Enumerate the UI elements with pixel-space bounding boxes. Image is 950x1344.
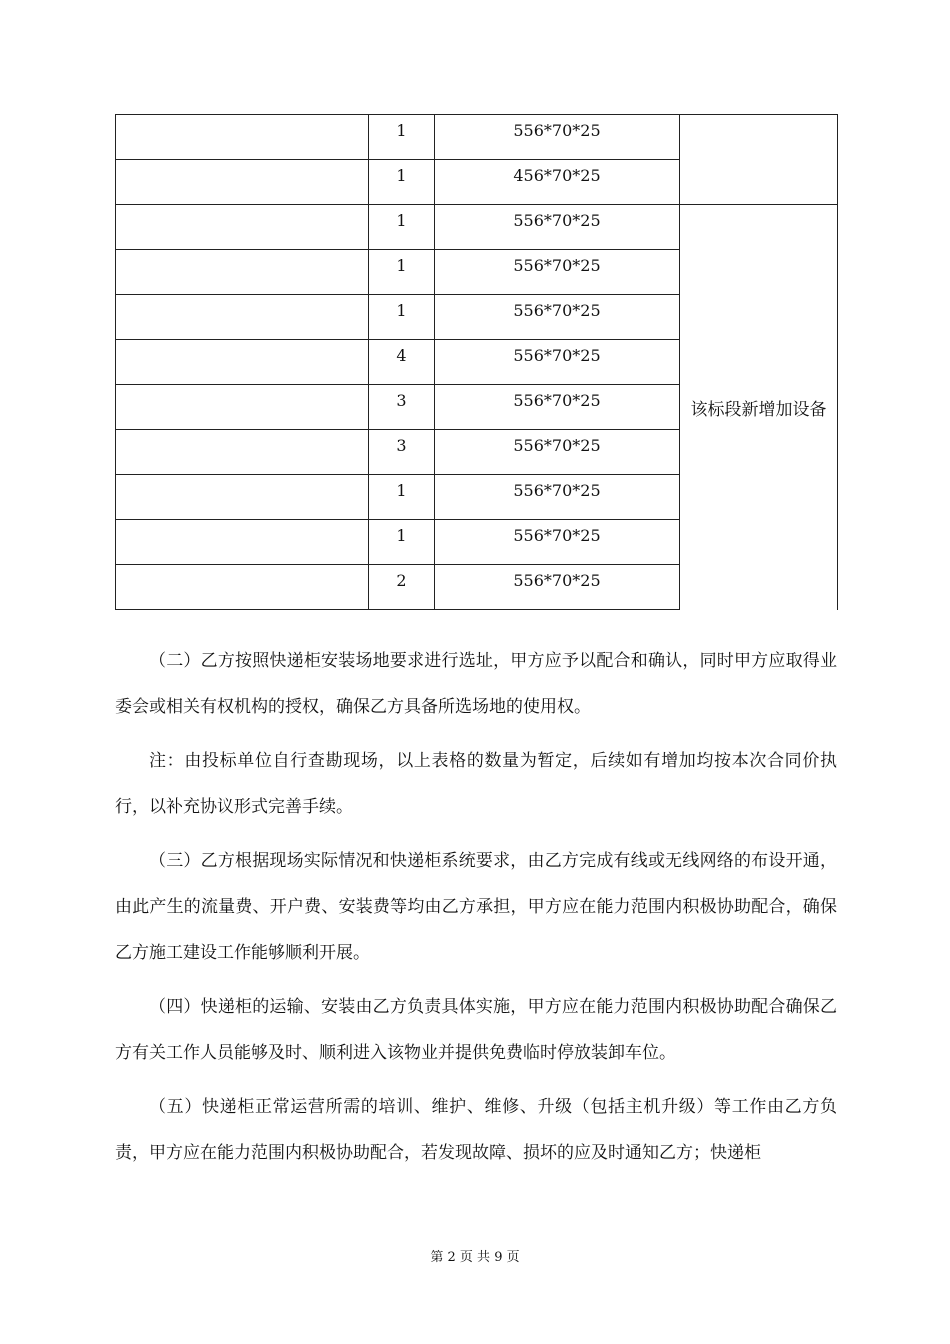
name-cell — [116, 205, 369, 250]
paragraph-5: （五）快递柜正常运营所需的培训、维护、维修、升级（包括主机升级）等工作由乙方负责，甲方应在能力范围内积极协助配合，若发现故障、损坏的应及时通知乙方；快递柜 — [115, 1097, 837, 1163]
size-cell: 556*70*25 — [435, 250, 680, 295]
quantity-cell: 1 — [369, 115, 435, 160]
name-cell — [116, 160, 369, 205]
name-cell — [116, 430, 369, 475]
quantity-cell: 1 — [369, 520, 435, 565]
paragraph-2: （二）乙方按照快递柜安装场地要求进行选址，甲方应予以配合和确认，同时甲方应取得业委会或相关有权机构的授权，确保乙方具备所选场地的使用权。 — [115, 651, 837, 717]
remark-cell-empty — [680, 115, 838, 205]
size-cell: 556*70*25 — [435, 565, 680, 610]
size-cell: 556*70*25 — [435, 295, 680, 340]
size-cell: 556*70*25 — [435, 475, 680, 520]
name-cell — [116, 520, 369, 565]
size-cell: 556*70*25 — [435, 205, 680, 250]
name-cell — [116, 385, 369, 430]
size-cell: 556*70*25 — [435, 385, 680, 430]
paragraph-4: （四）快递柜的运输、安装由乙方负责具体实施，甲方应在能力范围内积极协助配合确保乙方有关工作人员能够及时、顺利进入该物业并提供免费临时停放装卸车位。 — [115, 997, 837, 1063]
size-cell: 556*70*25 — [435, 430, 680, 475]
name-cell — [116, 475, 369, 520]
quantity-cell: 4 — [369, 340, 435, 385]
name-cell — [116, 115, 369, 160]
note-paragraph: 注：由投标单位自行查勘现场，以上表格的数量为暂定，后续如有增加均按本次合同价执行，以补充协议形式完善手续。 — [115, 751, 837, 817]
table-row — [116, 115, 838, 160]
size-cell: 556*70*25 — [435, 115, 680, 160]
table-row — [116, 205, 838, 250]
remark-cell: 该标段新增加设备 — [680, 205, 838, 610]
equipment-table — [115, 114, 838, 610]
size-cell: 456*70*25 — [435, 160, 680, 205]
quantity-cell: 1 — [369, 160, 435, 205]
quantity-cell: 1 — [369, 250, 435, 295]
quantity-cell: 3 — [369, 430, 435, 475]
paragraph-3: （三）乙方根据现场实际情况和快递柜系统要求，由乙方完成有线或无线网络的布设开通，由此产生的流量费、开户费、安装费等均由乙方承担，甲方应在能力范围内积极协助配合，确保乙方施工建设工作能够顺利开展。 — [115, 851, 837, 963]
name-cell — [116, 250, 369, 295]
name-cell — [116, 295, 369, 340]
name-cell — [116, 340, 369, 385]
size-cell: 556*70*25 — [435, 340, 680, 385]
name-cell — [116, 565, 369, 610]
quantity-cell: 2 — [369, 565, 435, 610]
page-footer: 第 2 页 共 9 页 — [430, 1250, 520, 1265]
quantity-cell: 3 — [369, 385, 435, 430]
quantity-cell: 1 — [369, 295, 435, 340]
quantity-cell: 1 — [369, 475, 435, 520]
quantity-cell: 1 — [369, 205, 435, 250]
size-cell: 556*70*25 — [435, 520, 680, 565]
